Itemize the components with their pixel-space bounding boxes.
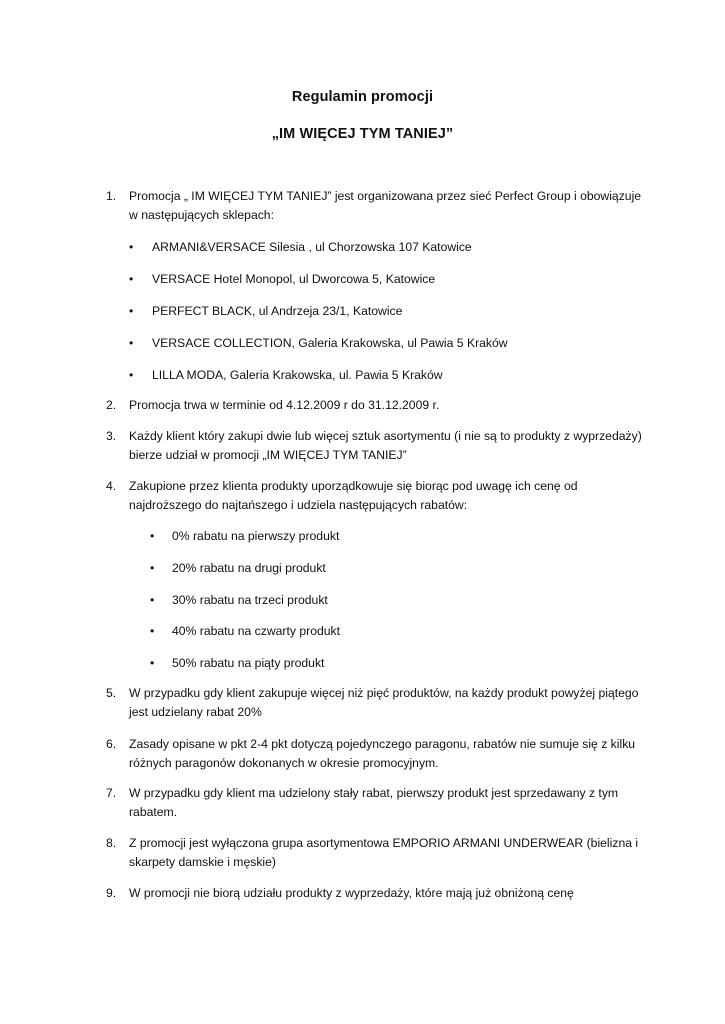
item-number: 9. xyxy=(106,886,117,900)
bullet-icon: • xyxy=(150,624,155,638)
bullet-icon: • xyxy=(129,368,134,382)
bullet-icon: • xyxy=(150,656,155,670)
item-text: Zasady opisane w pkt 2-4 pkt dotyczą pojedynczego paragonu, rabatów nie sumuje się z kilku różnych paragonów dokonanych w okresie promocyjnym. xyxy=(129,737,636,770)
item-number: 3. xyxy=(106,429,117,443)
store-text: VERSACE COLLECTION, Galeria Krakowska, ul Pawia 5 Kraków xyxy=(152,336,508,350)
item-number: 1. xyxy=(106,189,117,203)
store-text: ARMANI&VERSACE Silesia , ul Chorzowska 107 Katowice xyxy=(152,240,472,254)
store-text: LILLA MODA, Galeria Krakowska, ul. Pawia 5 Kraków xyxy=(152,368,443,382)
item-number: 8. xyxy=(106,836,117,850)
item-text: Z promocji jest wyłączona grupa asortymentowa EMPORIO ARMANI UNDERWEAR (bielizna i skarpety damskie i męskie) xyxy=(129,836,639,869)
item-text: Każdy klient który zakupi dwie lub więcej sztuk asortymentu (i nie są to produkty z wyprzedaży) bierze udział w promocji „IM WIĘCEJ TYM TANIEJ” xyxy=(129,429,642,462)
bullet-icon: • xyxy=(129,336,134,350)
bullet-icon: • xyxy=(150,561,155,575)
document-title: Regulamin promocji xyxy=(291,89,434,105)
item-number: 5. xyxy=(106,686,117,700)
item-text: Promocja „ IM WIĘCEJ TYM TANIEJ” jest organizowana przez sieć Perfect Group i obowiązuje w następujących sklepach: xyxy=(129,189,642,222)
store-text: VERSACE Hotel Monopol, ul Dworcowa 5, Katowice xyxy=(152,272,436,286)
bullet-icon: • xyxy=(150,593,155,607)
item-number: 7. xyxy=(106,786,117,800)
discount-text: 0% rabatu na pierwszy produkt xyxy=(172,529,340,543)
item-text: W przypadku gdy klient ma udzielony stały rabat, pierwszy produkt jest sprzedawany z tym rabatem. xyxy=(129,786,619,819)
item-text: Zakupione przez klienta produkty uporządkowuje się biorąc pod uwagę ich cenę od najdroższego do najtańszego i udziela następujących rabatów: xyxy=(129,479,578,512)
item-text: W przypadku gdy klient zakupuje więcej niż pięć produktów, na każdy produkt powyżej piątego jest udzielany rabat 20% xyxy=(129,686,639,719)
item-number: 6. xyxy=(106,737,117,751)
item-text: W promocji nie biorą udziału produkty z wyprzedaży, które mają już obniżoną cenę xyxy=(129,886,574,900)
store-text: PERFECT BLACK, ul Andrzeja 23/1, Katowice xyxy=(152,304,403,318)
discount-text: 40% rabatu na czwarty produkt xyxy=(172,624,341,638)
bullet-icon: • xyxy=(129,304,134,318)
bullet-icon: • xyxy=(150,529,155,543)
discount-text: 50% rabatu na piąty produkt xyxy=(172,656,325,670)
discount-text: 30% rabatu na trzeci produkt xyxy=(172,593,328,607)
item-number: 2. xyxy=(106,398,117,412)
promotion-name: „IM WIĘCEJ TYM TANIEJ” xyxy=(271,126,454,142)
discount-text: 20% rabatu na drugi produkt xyxy=(172,561,326,575)
item-text: Promocja trwa w terminie od 4.12.2009 r do 31.12.2009 r. xyxy=(129,398,440,412)
bullet-icon: • xyxy=(129,272,134,286)
item-number: 4. xyxy=(106,479,117,493)
bullet-icon: • xyxy=(129,240,134,254)
